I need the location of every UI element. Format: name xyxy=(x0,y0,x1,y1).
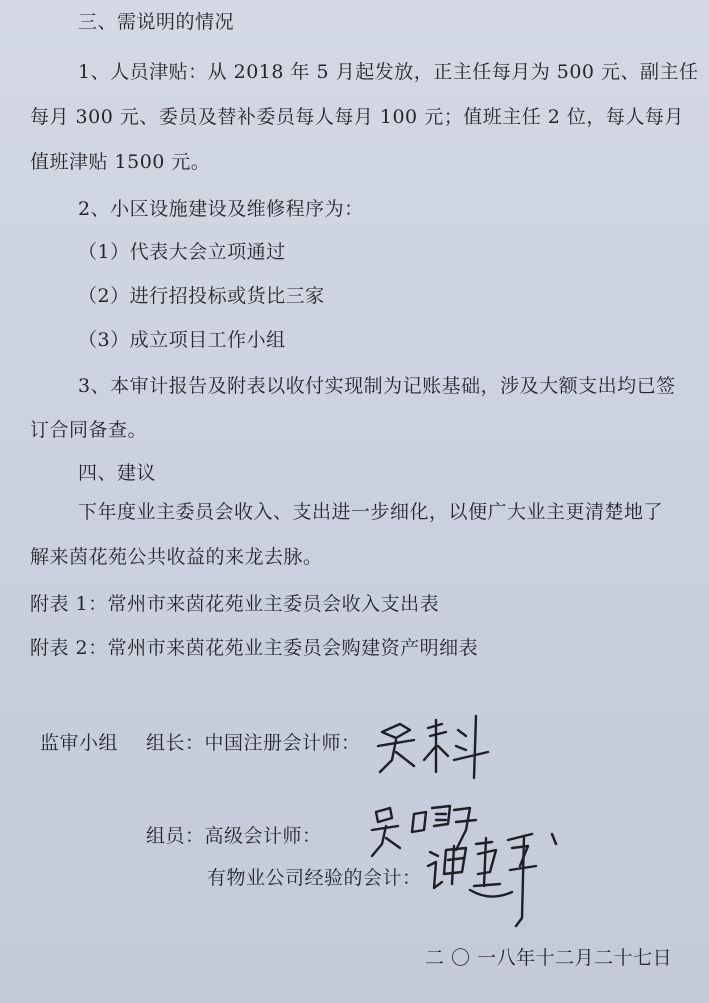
section3-heading: 三、需说明的情况 xyxy=(78,11,235,33)
section4-line2: 解来茵花苑公共收益的来龙去脉。 xyxy=(30,546,323,568)
item2-line1: 2、小区设施建设及维修程序为： xyxy=(78,198,364,220)
item1-line2: 每月 300 元、委员及替补委员每人每月 100 元；值班主任 2 位，每人每月 xyxy=(30,106,684,128)
section4-heading: 四、建议 xyxy=(78,462,157,484)
item3-line2: 订合同备查。 xyxy=(30,419,148,441)
attachment-2: 附表 2：常州市来茵花苑业主委员会购建资产明细表 xyxy=(30,637,479,659)
item1-line3: 值班津贴 1500 元。 xyxy=(30,151,211,173)
item2-step1: （1）代表大会立项通过 xyxy=(78,241,286,263)
exp-label: 有物业公司经验的会计： xyxy=(207,867,422,889)
leader-label: 组长：中国注册会计师： xyxy=(146,732,361,754)
item2-step2: （2）进行招投标或货比三家 xyxy=(78,285,325,307)
item2-step3: （3）成立项目工作小组 xyxy=(78,329,286,351)
attachment-1: 附表 1：常州市来茵花苑业主委员会收入支出表 xyxy=(30,593,440,615)
section4-line1: 下年度业主委员会收入、支出进一步细化，以便广大业主更清楚地了 xyxy=(78,501,664,523)
document-date: 二 〇 一八年十二月二十七日 xyxy=(425,947,673,969)
leader-signature xyxy=(370,702,500,782)
item3-line1: 3、本审计报告及附表以收付实现制为记账基础，涉及大额支出均已签 xyxy=(78,375,676,397)
item1-line1: 1、人员津贴：从 2018 年 5 月起发放，正主任每月为 500 元、副主任 xyxy=(78,61,699,83)
exp-signature xyxy=(420,826,580,936)
audit-group-label: 监审小组 xyxy=(40,732,119,754)
member-label: 组员：高级会计师： xyxy=(146,825,322,847)
